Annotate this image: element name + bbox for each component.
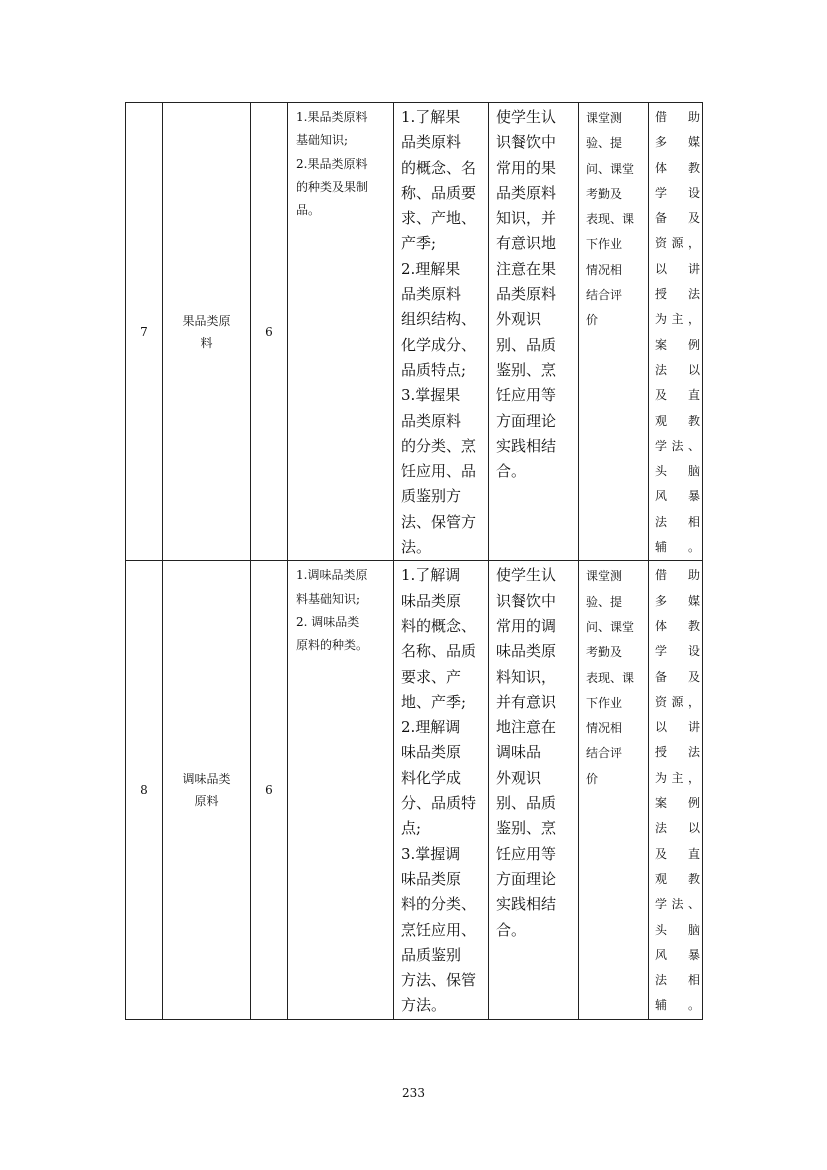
method-line: 辅。 (655, 540, 700, 555)
assessment-method (579, 103, 649, 561)
requirements-line: 合。 (496, 920, 527, 939)
assessment-line: 价 (586, 313, 599, 328)
assessment-line: 问、课堂 (586, 161, 635, 176)
objectives-line: 1.了解果 (401, 108, 461, 126)
method-line: 授 法 (655, 287, 700, 302)
method-line: 观 教 (655, 871, 700, 886)
requirements-line: 常用的果 (496, 158, 557, 177)
requirements-line: 合。 (496, 462, 527, 481)
objectives-line: 质鉴别方 (401, 487, 462, 506)
method-line: 法 相 (655, 973, 700, 988)
assessment-line: 问、课堂 (586, 619, 635, 634)
unit-hours: 6 (251, 561, 288, 1019)
method-line: 备 及 (655, 211, 700, 226)
objectives-line: 称、品质要 (401, 183, 477, 202)
method-line: 以 讲 (655, 261, 700, 276)
content-line: 2.果品类原料 (296, 156, 368, 171)
unit-hours: 6 (251, 103, 288, 561)
objectives-line: 品质鉴别 (401, 945, 462, 964)
teaching-requirements (489, 103, 579, 561)
requirements-line: 品类原料 (496, 183, 557, 202)
content-line: 原料的种类。 (296, 638, 369, 653)
table-row (126, 103, 703, 561)
objectives-line: 饪应用、品 (401, 462, 477, 481)
requirements-line: 实践相结 (496, 895, 557, 914)
method-line: 备 及 (655, 669, 700, 684)
requirements-line: 使学生认 (496, 566, 557, 585)
assessment-line: 表现、课 (586, 212, 635, 227)
requirements-line: 料知识， (496, 667, 557, 686)
objectives-line: 2.理解调 (401, 718, 461, 737)
requirements-line: 别、品质 (496, 335, 557, 354)
requirements-line: 使学生认 (496, 108, 557, 126)
assessment-line: 考勤及 (586, 645, 623, 660)
objectives-line: 组织结构、 (401, 310, 477, 329)
objectives-line: 的分类、烹 (401, 436, 477, 455)
requirements-line: 饪应用等 (496, 386, 557, 405)
objectives-line: 求、产地、 (401, 209, 477, 228)
objectives-line: 点; (401, 819, 422, 838)
teaching-content (288, 561, 394, 1019)
table-row (126, 561, 703, 1019)
requirements-line: 识餐饮中 (496, 133, 557, 152)
objectives-line: 2.理解果 (401, 259, 461, 278)
objectives-line: 烹饪应用、 (401, 920, 477, 939)
requirements-line: 并有意识 (496, 692, 557, 711)
requirements-line: 别、品质 (496, 794, 557, 813)
unit-name (163, 103, 251, 561)
method-line: 多 媒 (655, 135, 700, 150)
method-line: 及 直 (655, 846, 700, 861)
unit-number: 7 (126, 103, 163, 561)
content-line: 料基础知识; (296, 591, 361, 606)
objectives-line: 地、产季; (401, 692, 467, 711)
method-line: 风 暴 (655, 489, 700, 504)
method-line: 案 例 (655, 337, 700, 352)
objectives-line: 的概念、名 (401, 158, 477, 177)
method-line: 体 教 (655, 618, 700, 633)
assessment-line: 下作业 (586, 695, 623, 710)
objectives-line: 味品类原 (401, 869, 462, 888)
objectives-line: 法、保管方 (401, 512, 477, 531)
objectives-line: 方法。 (401, 996, 447, 1015)
name-line: 料 (200, 335, 213, 350)
content-line: 品。 (296, 203, 321, 218)
teaching-objectives-text (394, 561, 488, 1018)
objectives-line: 料化学成 (401, 768, 462, 787)
assessment-line: 情况相 (586, 721, 623, 736)
requirements-line: 方面理论 (496, 869, 557, 888)
teaching-method-text (649, 561, 702, 1018)
method-line: 多 媒 (655, 593, 700, 608)
teaching-content-text (288, 103, 393, 222)
teaching-objectives (394, 561, 489, 1019)
objectives-line: 要求、产 (401, 667, 462, 686)
content-line: 1.调味品类原 (296, 568, 368, 583)
method-line: 借 助 (655, 110, 700, 124)
assessment-line: 结合评 (586, 288, 623, 303)
method-line: 及 直 (655, 388, 700, 403)
assessment-line: 下作业 (586, 237, 623, 252)
objectives-line: 3.掌握果 (401, 386, 461, 405)
assessment-method-text (579, 103, 648, 334)
objectives-line: 料的分类、 (401, 895, 477, 914)
teaching-content (288, 103, 394, 561)
method-line: 资源， (655, 694, 700, 709)
teaching-requirements-text (489, 103, 578, 484)
method-line: 学法、 (655, 438, 700, 453)
assessment-line: 表现、课 (586, 670, 635, 685)
method-line: 辅。 (655, 998, 700, 1013)
requirements-line: 地注意在 (496, 718, 557, 737)
teaching-objectives (394, 103, 489, 561)
teaching-method (649, 103, 703, 561)
objectives-line: 品类原料 (401, 411, 462, 430)
name-line: 原料 (194, 794, 219, 809)
requirements-line: 品类原料 (496, 285, 557, 304)
method-line: 法 以 (655, 362, 700, 377)
assessment-line: 验、提 (586, 136, 623, 151)
requirements-line: 鉴别、烹 (496, 360, 557, 379)
name-line: 调味品类 (182, 772, 231, 787)
method-line: 法 以 (655, 821, 700, 836)
method-line: 法 相 (655, 514, 700, 529)
objectives-line: 3.掌握调 (401, 844, 461, 863)
objectives-line: 化学成分、 (401, 335, 477, 354)
requirements-line: 调味品 (496, 743, 542, 762)
teaching-requirements (489, 561, 579, 1019)
requirements-line: 有意识地 (496, 234, 557, 253)
requirements-line: 注意在果 (496, 259, 557, 278)
teaching-content-text (288, 561, 393, 657)
requirements-line: 知识，并 (496, 209, 557, 228)
objectives-line: 品类原料 (401, 133, 462, 152)
method-line: 学 设 (655, 185, 700, 200)
objectives-line: 方法、保管 (401, 971, 477, 990)
requirements-line: 外观识 (496, 310, 542, 329)
name-line: 果品类原 (182, 313, 231, 328)
objectives-line: 法。 (401, 538, 432, 557)
method-line: 为主， (655, 312, 700, 327)
teaching-method (649, 561, 703, 1019)
requirements-line: 方面理论 (496, 411, 557, 430)
page-number: 233 (402, 1086, 425, 1100)
teaching-requirements-text (489, 561, 578, 942)
requirements-line: 味品类原 (496, 642, 557, 661)
assessment-method (579, 561, 649, 1019)
objectives-line: 品质特点; (401, 360, 467, 379)
method-line: 案 例 (655, 796, 700, 811)
method-line: 授 法 (655, 745, 700, 760)
teaching-objectives-text (394, 103, 488, 560)
method-line: 头 脑 (655, 464, 700, 479)
content-line: 基础知识; (296, 133, 349, 148)
requirements-line: 鉴别、烹 (496, 819, 557, 838)
syllabus-table (125, 102, 703, 1020)
unit-name-text (163, 310, 250, 354)
assessment-method-text (579, 561, 648, 792)
method-line: 风 暴 (655, 947, 700, 962)
requirements-line: 常用的调 (496, 616, 557, 635)
requirements-line: 饪应用等 (496, 844, 557, 863)
objectives-line: 产季; (401, 234, 437, 253)
assessment-line: 课堂测 (586, 569, 623, 584)
teaching-method-text (649, 103, 702, 560)
objectives-line: 名称、品质 (401, 642, 477, 661)
method-line: 资源， (655, 236, 700, 251)
method-line: 体 教 (655, 160, 700, 175)
unit-name (163, 561, 251, 1019)
unit-number: 8 (126, 561, 163, 1019)
objectives-line: 品类原料 (401, 285, 462, 304)
assessment-line: 验、提 (586, 594, 623, 609)
requirements-line: 外观识 (496, 768, 542, 787)
objectives-line: 味品类原 (401, 591, 462, 610)
assessment-line: 价 (586, 771, 599, 786)
requirements-line: 识餐饮中 (496, 591, 557, 610)
requirements-line: 实践相结 (496, 436, 557, 455)
assessment-line: 情况相 (586, 262, 623, 277)
assessment-line: 课堂测 (586, 111, 623, 125)
objectives-line: 1.了解调 (401, 566, 461, 585)
objectives-line: 分、品质特 (401, 794, 477, 813)
method-line: 为主， (655, 770, 700, 785)
method-line: 学法、 (655, 897, 700, 912)
method-line: 借 助 (655, 568, 700, 583)
method-line: 以 讲 (655, 720, 700, 735)
objectives-line: 味品类原 (401, 743, 462, 762)
method-line: 观 教 (655, 413, 700, 428)
content-line: 2. 调味品类 (296, 614, 360, 629)
assessment-line: 结合评 (586, 746, 623, 761)
method-line: 学 设 (655, 644, 700, 659)
objectives-line: 料的概念、 (401, 616, 477, 635)
method-line: 头 脑 (655, 922, 700, 937)
unit-name-text (163, 768, 250, 812)
assessment-line: 考勤及 (586, 186, 623, 201)
content-line: 的种类及果制 (296, 179, 369, 194)
content-line: 1.果品类原料 (296, 110, 368, 124)
